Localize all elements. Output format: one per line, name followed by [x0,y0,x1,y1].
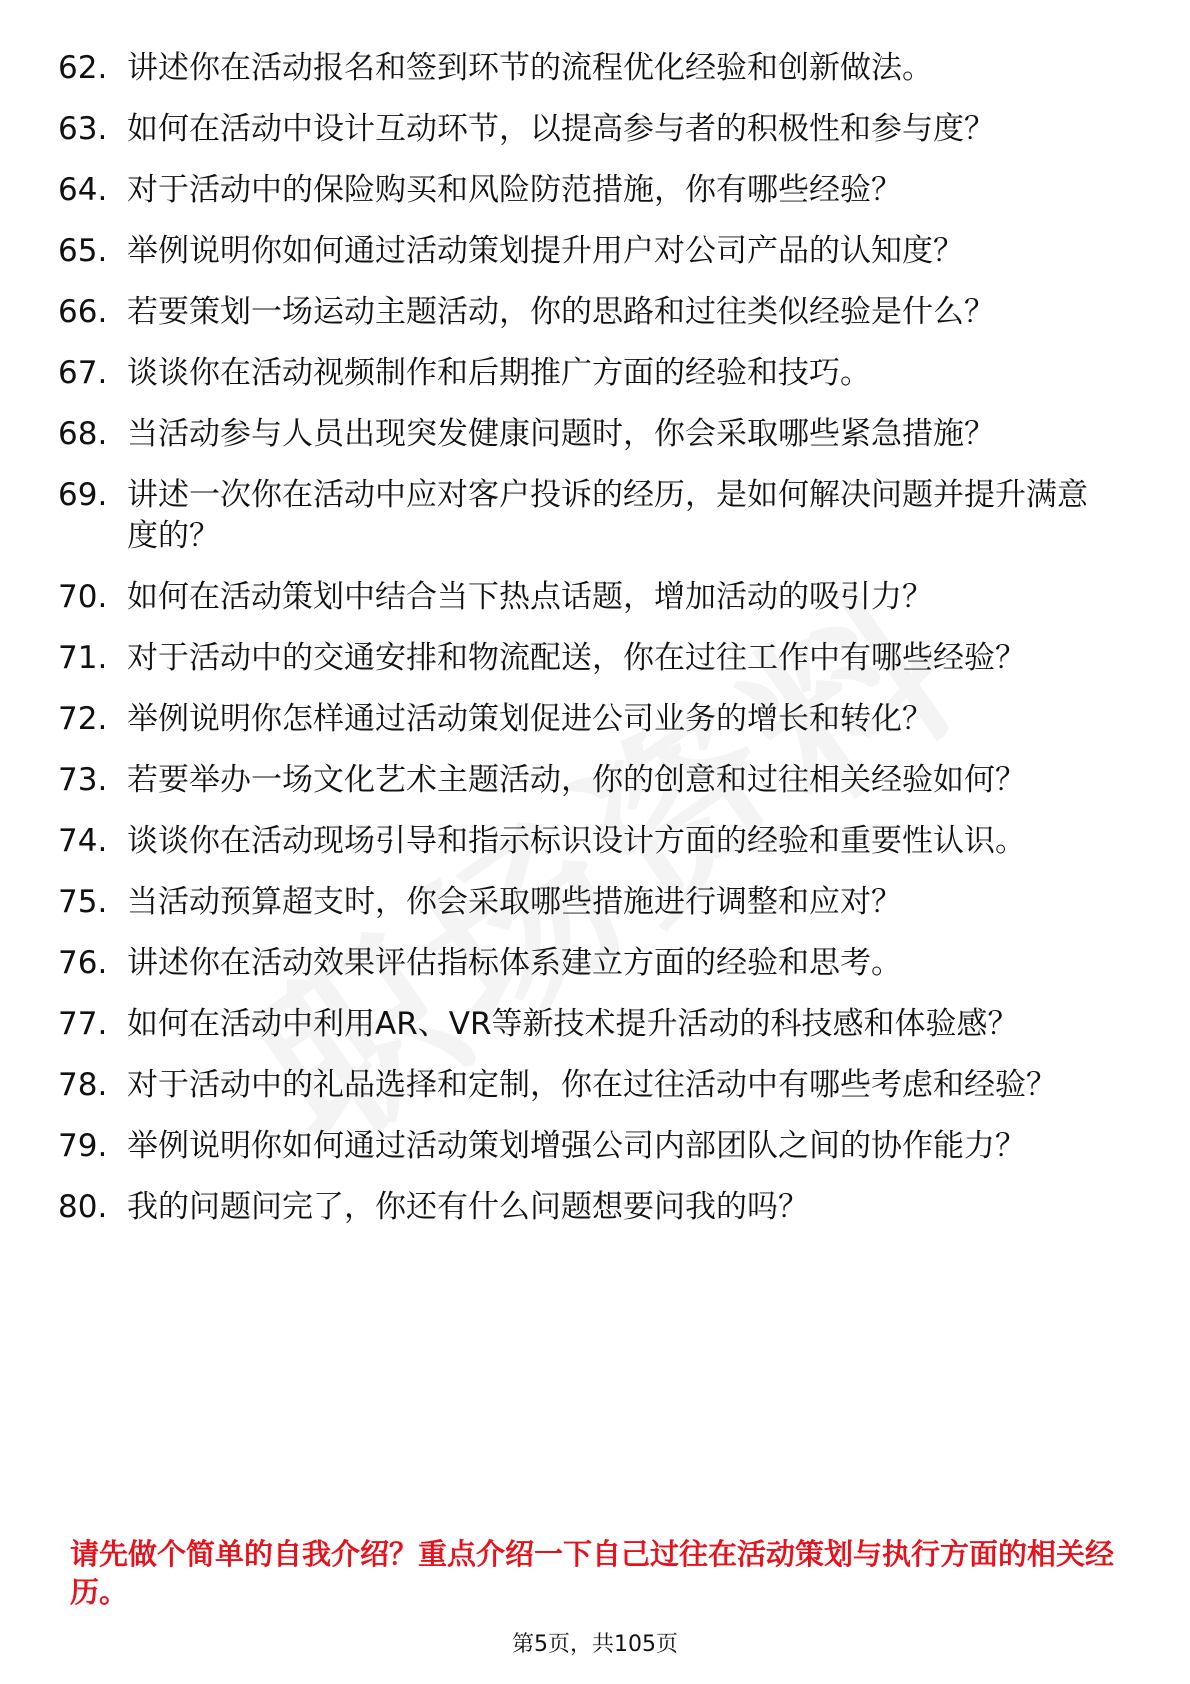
question-number: 66. [58,294,108,330]
question-item [58,1004,1118,1045]
question-text: 当活动预算超支时，你会采取哪些措施进行调整和应对？ [127,884,902,920]
highlighted-notice: 请先做个简单的自我介绍？重点介绍一下自己过往在活动策划与执行方面的相关经历。 [70,1537,1115,1609]
question-item [58,638,1118,679]
question-text: 举例说明你如何通过活动策划提升用户对公司产品的认知度？ [127,233,964,269]
question-item [58,170,1118,211]
question-text: 对于活动中的保险购买和风险防范措施，你有哪些经验？ [127,172,902,208]
question-number: 67. [58,355,108,391]
question-number: 71. [58,640,108,676]
question-number: 63. [58,111,108,147]
question-number: 79. [58,1128,108,1164]
question-list [58,48,1118,1248]
question-text: 我的问题问完了，你还有什么问题想要问我的吗？ [127,1189,809,1225]
question-text: 举例说明你如何通过活动策划增强公司内部团队之间的协作能力？ [127,1128,1026,1164]
question-item [58,699,1118,740]
question-item [58,821,1118,862]
question-text: 对于活动中的交通安排和物流配送，你在过往工作中有哪些经验？ [127,640,1026,676]
question-text: 讲述你在活动报名和签到环节的流程优化经验和创新做法。 [127,50,933,86]
question-text: 如何在活动策划中结合当下热点话题，增加活动的吸引力？ [127,579,933,615]
question-item [58,475,1118,557]
question-text: 若要策划一场运动主题活动，你的思路和过往类似经验是什么？ [127,294,995,330]
question-number: 69. [58,477,108,513]
question-text: 谈谈你在活动现场引导和指示标识设计方面的经验和重要性认识。 [127,823,1026,859]
question-number: 75. [58,884,108,920]
question-item [58,414,1118,455]
question-text: 讲述一次你在活动中应对客户投诉的经历，是如何解决问题并提升满意度的？ [127,477,1088,554]
question-text: 对于活动中的礼品选择和定制，你在过往活动中有哪些考虑和经验？ [127,1067,1057,1103]
question-item [58,231,1118,272]
question-number: 77. [58,1006,108,1042]
question-item [58,577,1118,618]
question-text: 讲述你在活动效果评估指标体系建立方面的经验和思考。 [127,945,902,981]
question-number: 73. [58,762,108,798]
question-text: 如何在活动中利用AR、VR等新技术提升活动的科技感和体验感？ [127,1006,1019,1042]
question-item [58,48,1118,89]
question-number: 62. [58,50,108,86]
question-number: 72. [58,701,108,737]
question-text: 举例说明你怎样通过活动策划促进公司业务的增长和转化？ [127,701,933,737]
question-number: 64. [58,172,108,208]
question-item [58,109,1118,150]
question-text: 若要举办一场文化艺术主题活动，你的创意和过往相关经验如何？ [127,762,1026,798]
question-number: 80. [58,1189,108,1225]
question-text: 如何在活动中设计互动环节，以提高参与者的积极性和参与度？ [127,111,995,147]
question-item [58,882,1118,923]
question-item [58,1065,1118,1106]
question-item [58,1187,1118,1228]
question-number: 65. [58,233,108,269]
question-text: 当活动参与人员出现突发健康问题时，你会采取哪些紧急措施？ [127,416,995,452]
question-item [58,353,1118,394]
question-item [58,1126,1118,1167]
question-item [58,943,1118,984]
question-number: 74. [58,823,108,859]
question-number: 76. [58,945,108,981]
question-item [58,760,1118,801]
question-text: 谈谈你在活动视频制作和后期推广方面的经验和技巧。 [127,355,871,391]
question-number: 70. [58,579,108,615]
question-number: 78. [58,1067,108,1103]
question-number: 68. [58,416,108,452]
question-item [58,292,1118,333]
page-number: 第5页，共105页 [512,1632,678,1657]
